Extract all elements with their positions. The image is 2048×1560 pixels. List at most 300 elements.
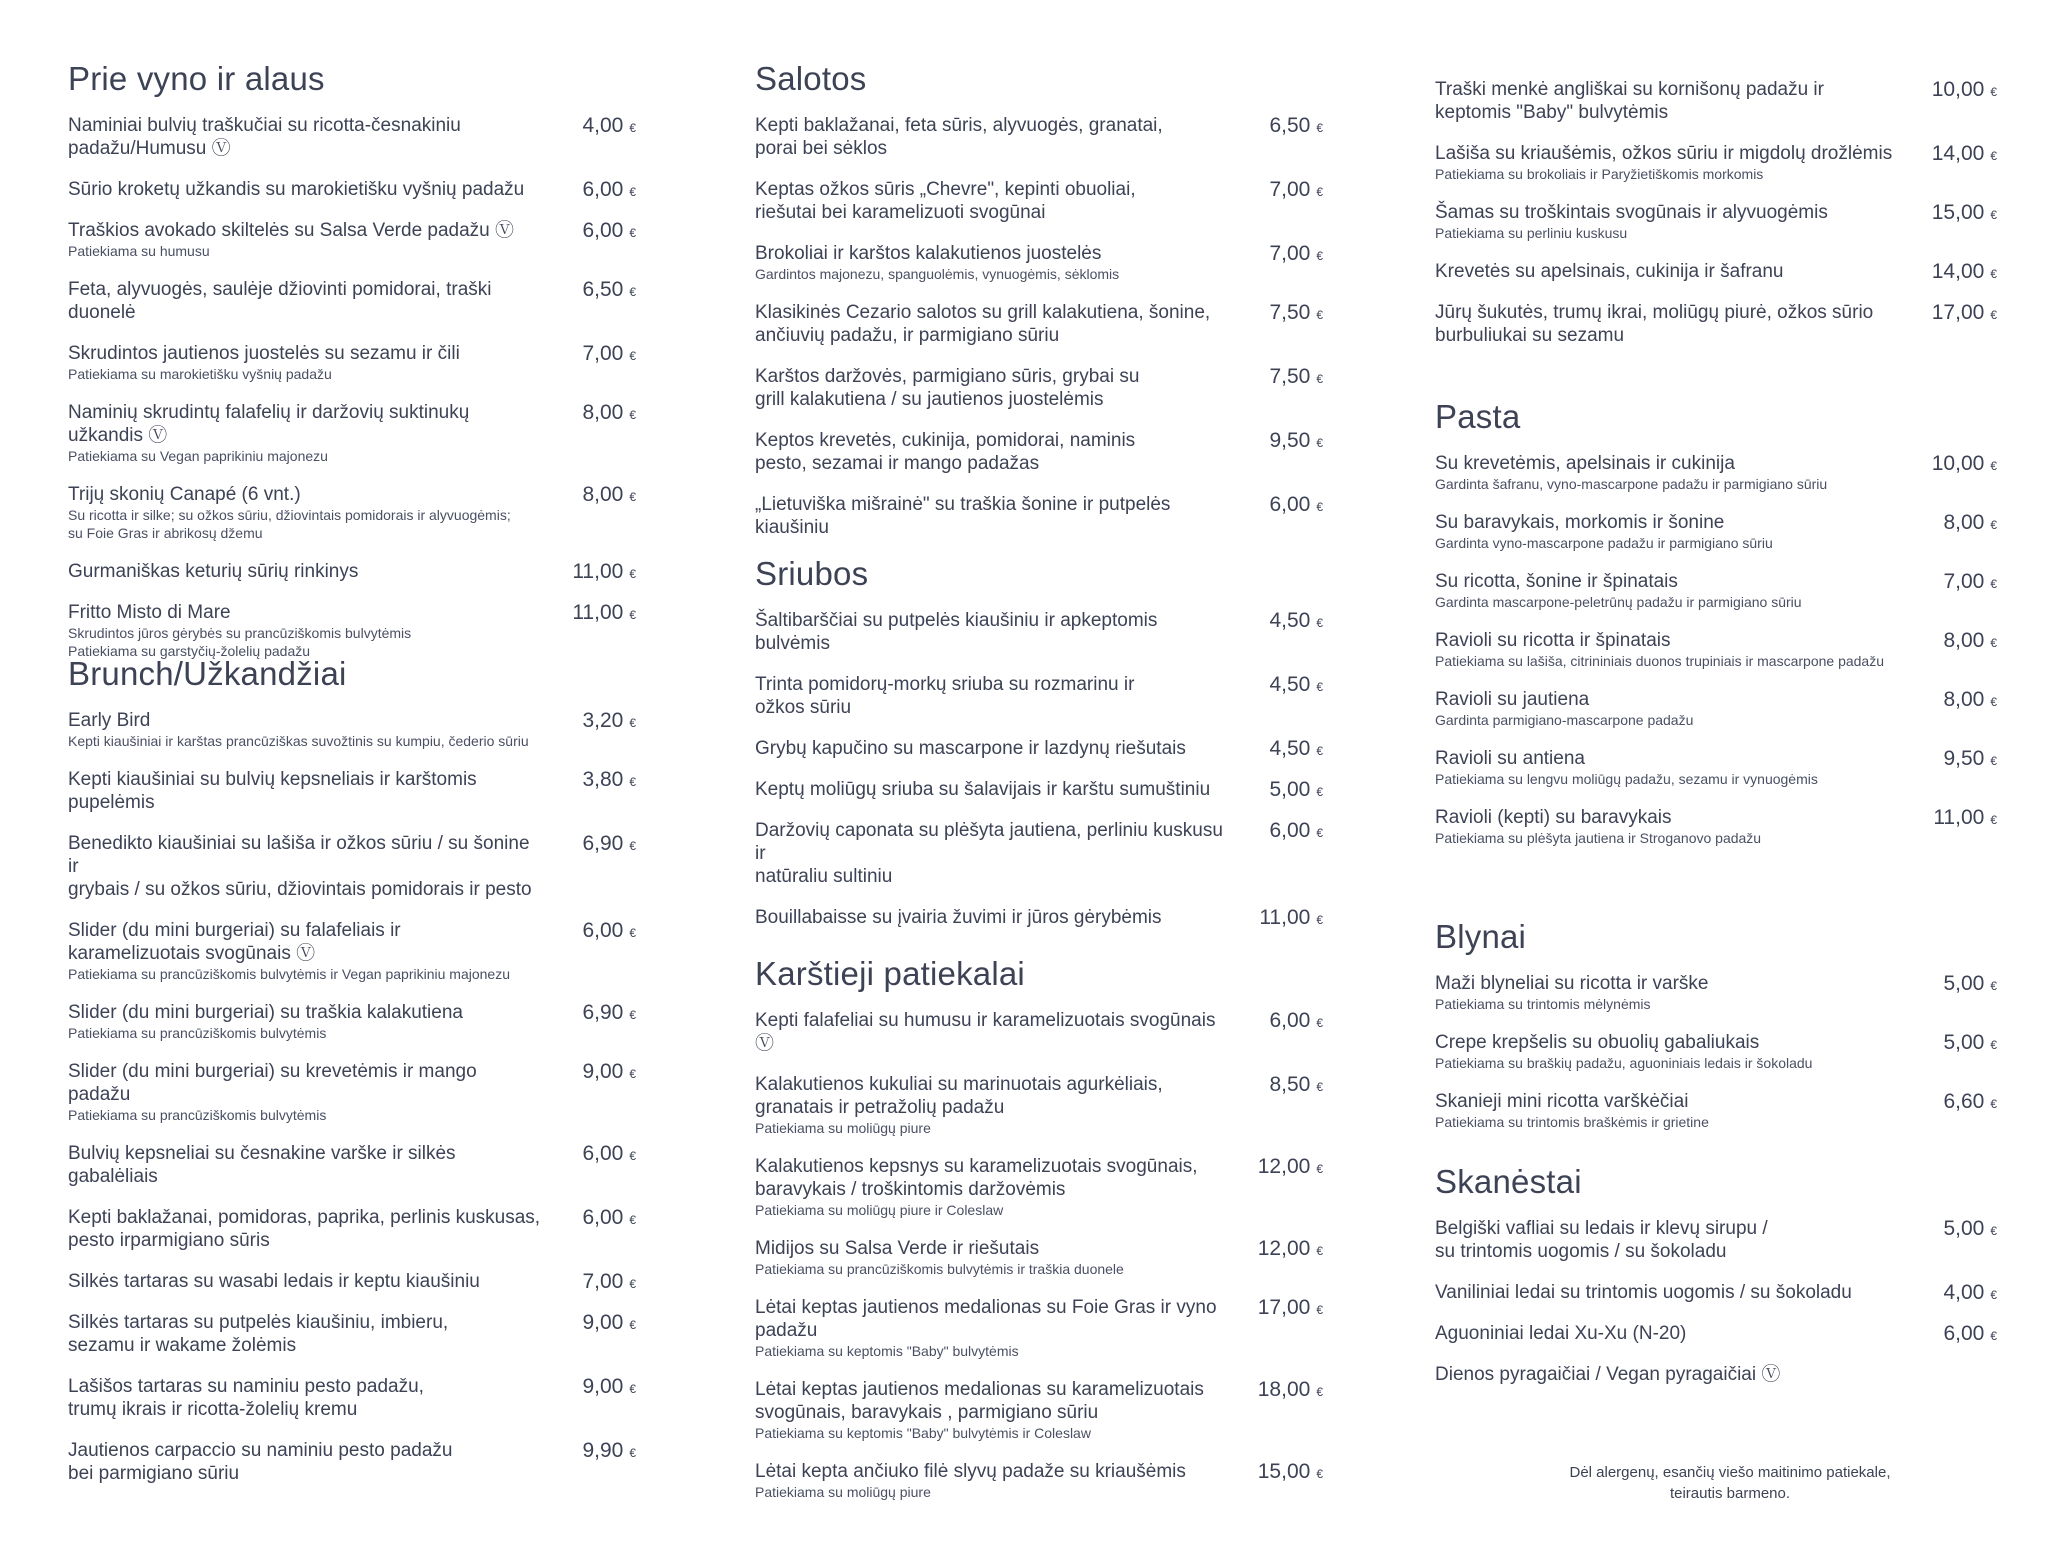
menu-item-name: Lėtai keptas jautienos medalionas su Foie Gras ir vyno padažu [755, 1297, 1217, 1341]
menu-item [755, 673, 1323, 719]
price-value: 8,00 [1943, 511, 1985, 534]
menu-item-name: Naminiai bulvių traškučiai su ricotta-česnakiniu [68, 115, 461, 136]
section-title: Salotos [755, 60, 867, 97]
menu-item-price [1269, 365, 1323, 391]
menu-item-name: Fritto Misto di Mare [68, 602, 231, 623]
price-value: 3,80 [582, 768, 624, 791]
menu-item-price [582, 114, 636, 140]
currency-symbol: € [1990, 695, 1997, 709]
price-value: 6,00 [582, 919, 624, 942]
menu-item-price [572, 560, 636, 586]
menu-item-description: su Foie Gras ir abrikosų džemu [68, 525, 263, 541]
menu-item-name: Bouillabaisse su įvairia žuvimi ir jūros gėrybėmis [755, 907, 1162, 928]
currency-symbol: € [1990, 149, 1997, 163]
menu-item-description: Patiekiama su prancūziškomis bulvytėmis ir traškia duonele [755, 1261, 1124, 1277]
section-prie-vyno-ir-alaus [68, 60, 636, 678]
menu-item-name: Keptos krevetės, cukinija, pomidorai, naminis [755, 430, 1136, 451]
menu-item [1435, 747, 1997, 788]
menu-item [755, 906, 1323, 929]
menu-item-description: Patiekiama su prancūziškomis bulvytėmis ir Vegan paprikiniu majonezu [68, 966, 510, 982]
menu-item [755, 1460, 1323, 1501]
currency-symbol: € [629, 1067, 636, 1081]
price-value: 6,00 [1269, 493, 1311, 516]
allergen-note-line: Dėl alergenų, esančių viešo maitinimo patiekale, [1569, 1464, 1891, 1481]
menu-item [68, 1439, 636, 1485]
menu-item [1435, 972, 1997, 1013]
menu-item [755, 1237, 1323, 1278]
currency-symbol: € [1990, 754, 1997, 768]
price-value: 9,50 [1943, 747, 1985, 770]
menu-item-name: Slider (du mini burgeriai) su krevetėmis ir mango padažu [68, 1061, 477, 1105]
price-value: 9,00 [582, 1060, 624, 1083]
menu-item-name: Kalakutienos kukuliai su marinuotais agurkėliais, [755, 1074, 1163, 1095]
currency-symbol: € [1990, 308, 1997, 322]
menu-item-name: Sūrio kroketų užkandis su marokietišku vyšnių padažu [68, 179, 525, 200]
price-value: 4,50 [1269, 737, 1311, 760]
currency-symbol: € [1316, 185, 1323, 199]
menu-item [68, 1311, 636, 1357]
menu-item-description: Patiekiama su keptomis "Baby" bulvytėmis [755, 1343, 1019, 1359]
menu-item-description: Kepti kiaušiniai ir karštas prancūziškas suvožtinis su kumpiu, čederio sūriu [68, 733, 529, 749]
menu-item-description: Patiekiama su keptomis "Baby" bulvytėmis ir Coleslaw [755, 1425, 1091, 1441]
section-karstieji-patiekalai [755, 955, 1323, 1519]
menu-item [68, 709, 636, 750]
currency-symbol: € [629, 1277, 636, 1291]
menu-item-name: Kepti baklažanai, feta sūris, alyvuogės, granatai, [755, 115, 1163, 136]
currency-symbol: € [629, 1382, 636, 1396]
menu-item-price [1259, 906, 1323, 932]
menu-item-description: Patiekiama su humusu [68, 243, 210, 259]
menu-item [1435, 260, 1997, 283]
menu-item-description: Patiekiama su lašiša, citrininiais duonos trupiniais ir mascarpone padažu [1435, 653, 1885, 669]
menu-item-price [1943, 511, 1997, 537]
price-value: 12,00 [1257, 1237, 1311, 1260]
price-value: 8,00 [582, 483, 624, 506]
price-value: 12,00 [1257, 1155, 1311, 1178]
menu-item-price [1943, 1281, 1997, 1307]
currency-symbol: € [1990, 636, 1997, 650]
menu-item-price [582, 1270, 636, 1296]
menu-item-name: Naminių skrudintų falafelių ir daržovių suktinukų užkandis Ⓥ [68, 402, 470, 446]
price-value: 9,00 [582, 1311, 624, 1334]
section-title: Brunch/Užkandžiai [68, 655, 347, 692]
menu-item-price [1258, 1237, 1323, 1263]
menu-item-description: Patiekiama su Vegan paprikiniu majonezu [68, 448, 328, 464]
currency-symbol: € [629, 408, 636, 422]
menu-item [755, 242, 1323, 283]
section-brunch-uzkandziai [68, 655, 636, 1503]
menu-item [1435, 1322, 1997, 1345]
menu-item-name: Jūrų šukutės, trumų ikrai, moliūgų piurė, ožkos sūrio [1435, 302, 1874, 323]
price-value: 5,00 [1943, 1031, 1985, 1054]
menu-item-price [1943, 688, 1997, 714]
menu-item-price [582, 401, 636, 427]
menu-item-name: Daržovių caponata su plėšyta jautiena, perliniu kuskusu ir [755, 820, 1223, 864]
currency-symbol: € [629, 567, 636, 581]
currency-symbol: € [1316, 1080, 1323, 1094]
price-value: 14,00 [1931, 142, 1985, 165]
price-value: 6,90 [582, 1001, 624, 1024]
price-value: 8,00 [582, 401, 624, 424]
currency-symbol: € [629, 490, 636, 504]
menu-item [68, 768, 636, 814]
menu-item-name: Belgiški vafliai su ledais ir klevų sirupu / [1435, 1218, 1768, 1239]
section-title: Prie vyno ir alaus [68, 60, 325, 97]
menu-item [68, 483, 636, 542]
menu-item-price [582, 1439, 636, 1465]
menu-item-price [1943, 570, 1997, 596]
menu-item-name: Su ricotta, šonine ir špinatais [1435, 571, 1678, 592]
currency-symbol: € [1990, 267, 1997, 281]
menu-item-description: Patiekiama su moliūgų piure [755, 1484, 931, 1500]
price-value: 9,00 [582, 1375, 624, 1398]
menu-item-name: pesto, sezamai ir mango padažas [755, 453, 1040, 474]
menu-item-name: Lašiša su kriaušėmis, ožkos sūriu ir migdolų drožlėmis [1435, 143, 1893, 164]
menu-item-price [1943, 747, 1997, 773]
price-value: 6,50 [582, 278, 624, 301]
menu-item-name: ožkos sūriu [755, 697, 852, 718]
price-value: 4,00 [582, 114, 624, 137]
price-value: 7,00 [582, 1270, 624, 1293]
menu-item-name: Brokoliai ir karštos kalakutienos juostelės [755, 243, 1102, 264]
menu-item-name: Kepti kiaušiniai su bulvių kepsneliais ir karštomis pupelėmis [68, 769, 477, 813]
currency-symbol: € [1316, 1016, 1323, 1030]
menu-item-description: Gardinta mascarpone-peletrūnų padažu ir parmigiano sūriu [1435, 594, 1802, 610]
menu-item-price [582, 278, 636, 304]
menu-item-price [1932, 452, 1997, 478]
price-value: 7,00 [582, 342, 624, 365]
menu-item-name: Midijos su Salsa Verde ir riešutais [755, 1238, 1040, 1259]
menu-item-name: Krevetės su apelsinais, cukinija ir šafranu [1435, 261, 1784, 282]
menu-item-price [1258, 1155, 1323, 1181]
price-value: 4,00 [1943, 1281, 1985, 1304]
currency-symbol: € [629, 1318, 636, 1332]
menu-item [755, 114, 1323, 160]
price-value: 6,00 [1269, 819, 1311, 842]
price-value: 6,00 [582, 219, 624, 242]
menu-item [68, 1060, 636, 1124]
menu-item-name: ančiuvių padažu, ir parmigiano sūriu [755, 325, 1060, 346]
menu-item [755, 819, 1323, 888]
menu-item [68, 219, 636, 260]
menu-item-name: Crepe krepšelis su obuolių gabaliukais [1435, 1032, 1760, 1053]
price-value: 6,00 [582, 1142, 624, 1165]
menu-item-price [1943, 972, 1997, 998]
menu-item-name: su trintomis uogomis / su šokoladu [1435, 1241, 1727, 1262]
currency-symbol: € [1990, 459, 1997, 473]
price-value: 11,00 [572, 601, 624, 624]
section-blynai [1435, 918, 1997, 1149]
menu-item-name: granatais ir petražolių padažu [755, 1097, 1005, 1118]
menu-item-name: Trijų skonių Canapé (6 vnt.) [68, 484, 301, 505]
currency-symbol: € [1990, 518, 1997, 532]
menu-item-price [1269, 301, 1323, 327]
price-value: 15,00 [1931, 201, 1985, 224]
menu-item-description: Patiekiama su trintomis braškėmis ir grietine [1435, 1114, 1709, 1130]
menu-item-price [582, 768, 636, 794]
price-value: 17,00 [1931, 301, 1985, 324]
currency-symbol: € [1316, 826, 1323, 840]
menu-item-name: Ravioli su antiena [1435, 748, 1585, 769]
currency-symbol: € [629, 1008, 636, 1022]
allergen-note [1530, 1462, 1930, 1504]
menu-item-name: Ravioli su jautiena [1435, 689, 1590, 710]
menu-item-price [1269, 114, 1323, 140]
menu-item-name: sezamu ir wakame žolėmis [68, 1335, 297, 1356]
menu-item [68, 114, 636, 160]
price-value: 7,00 [1269, 242, 1311, 265]
menu-item-price [582, 178, 636, 204]
menu-item [755, 1378, 1323, 1442]
menu-item-name: Skanieji mini ricotta varškėčiai [1435, 1091, 1689, 1112]
section-continued-5 [1435, 78, 1997, 365]
price-value: 6,50 [1269, 114, 1311, 137]
menu-item-name: Grybų kapučino su mascarpone ir lazdynų riešutais [755, 738, 1186, 759]
menu-item-description: Patiekiama su lengvu moliūgų padažu, sezamu ir vynuogėmis [1435, 771, 1818, 787]
section-title: Pasta [1435, 398, 1521, 435]
price-value: 4,50 [1269, 673, 1311, 696]
currency-symbol: € [1990, 1329, 1997, 1343]
menu-item [755, 1073, 1323, 1137]
menu-item-price [1943, 1322, 1997, 1348]
menu-item-description: Patiekiama su perliniu kuskusu [1435, 225, 1628, 241]
menu-item-name: „Lietuviška mišrainė" su traškia šonine ir putpelės kiaušiniu [755, 494, 1171, 538]
menu-item [68, 1206, 636, 1252]
menu-item-name: Silkės tartaras su putpelės kiaušiniu, imbieru, [68, 1312, 449, 1333]
section-title: Karštieji patiekalai [755, 955, 1025, 992]
currency-symbol: € [1316, 1244, 1323, 1258]
price-value: 9,90 [582, 1439, 624, 1462]
menu-item-name: padažu/Humusu Ⓥ [68, 138, 231, 159]
menu-item [1435, 301, 1997, 347]
menu-item-name: Maži blyneliai su ricotta ir varške [1435, 973, 1709, 994]
price-value: 6,00 [1943, 1322, 1985, 1345]
menu-item-price [582, 709, 636, 735]
currency-symbol: € [629, 775, 636, 789]
menu-item-name: Ravioli su ricotta ir špinatais [1435, 630, 1671, 651]
currency-symbol: € [1990, 1288, 1997, 1302]
menu-item-name: Vaniliniai ledai su trintomis uogomis / su šokoladu [1435, 1282, 1852, 1303]
menu-item-name: Su baravykais, morkomis ir šonine [1435, 512, 1725, 533]
menu-item-description: Gardintos majonezu, spanguolėmis, vynuogėmis, sėklomis [755, 266, 1120, 282]
price-value: 7,00 [1269, 178, 1311, 201]
menu-item-name: Kepti falafeliai su humusu ir karamelizuotais svogūnais Ⓥ [755, 1010, 1216, 1054]
menu-item-price [1269, 242, 1323, 268]
menu-item-price [1943, 629, 1997, 655]
menu-item [1435, 201, 1997, 242]
menu-item-description: Skrudintos jūros gėrybės su prancūziškomis bulvytėmis [68, 625, 412, 641]
currency-symbol: € [629, 1446, 636, 1460]
currency-symbol: € [629, 839, 636, 853]
menu-item-price [1269, 778, 1323, 804]
menu-item-name: Keptų moliūgų sriuba su šalavijais ir karštu sumuštiniu [755, 779, 1211, 800]
menu-item-price [1269, 737, 1323, 763]
currency-symbol: € [1316, 121, 1323, 135]
menu-item-name: Šamas su troškintais svogūnais ir alyvuogėmis [1435, 202, 1828, 223]
currency-symbol: € [1316, 1162, 1323, 1176]
currency-symbol: € [1316, 616, 1323, 630]
menu-item-name: Trinta pomidorų-morkų sriuba su rozmarinu ir [755, 674, 1135, 695]
currency-symbol: € [629, 285, 636, 299]
menu-item-name: Dienos pyragaičiai / Vegan pyragaičiai Ⓥ [1435, 1364, 1781, 1385]
menu-item-price [1258, 1296, 1323, 1322]
menu-item-price [1269, 429, 1323, 455]
price-value: 10,00 [1931, 452, 1985, 475]
menu-item-name: Slider (du mini burgeriai) su traškia kalakutiena [68, 1002, 463, 1023]
currency-symbol: € [629, 185, 636, 199]
menu-item-name: Šaltibarščiai su putpelės kiaušiniu ir apkeptomis bulvėmis [755, 610, 1158, 654]
price-value: 6,00 [582, 178, 624, 201]
price-value: 6,60 [1943, 1090, 1985, 1113]
menu-item-price [582, 832, 636, 858]
menu-item [755, 301, 1323, 347]
menu-item [1435, 629, 1997, 670]
section-title: Sriubos [755, 555, 869, 592]
price-value: 5,00 [1943, 972, 1985, 995]
currency-symbol: € [1316, 1385, 1323, 1399]
menu-item-price [1943, 1217, 1997, 1243]
menu-item-description: Patiekiama su prancūziškomis bulvytėmis [68, 1107, 327, 1123]
section-title: Blynai [1435, 918, 1527, 955]
currency-symbol: € [1990, 979, 1997, 993]
currency-symbol: € [1316, 744, 1323, 758]
price-value: 9,50 [1269, 429, 1311, 452]
currency-symbol: € [629, 121, 636, 135]
menu-item-name: Kalakutienos kepsnys su karamelizuotais svogūnais, [755, 1156, 1198, 1177]
currency-symbol: € [1990, 1038, 1997, 1052]
price-value: 18,00 [1257, 1378, 1311, 1401]
menu-item [755, 1296, 1323, 1360]
currency-symbol: € [1990, 1224, 1997, 1238]
menu-item-price [1932, 260, 1997, 286]
menu-item [755, 1155, 1323, 1219]
menu-item-name: grill kalakutiena / su jautienos juostelėmis [755, 389, 1104, 410]
menu-item-price [1932, 201, 1997, 227]
menu-item [68, 919, 636, 983]
menu-item-name: natūraliu sultiniu [755, 866, 893, 887]
menu-item-name: Lėtai kepta ančiuko filė slyvų padaže su kriaušėmis [755, 1461, 1186, 1482]
section-sriubos [755, 555, 1323, 947]
menu-item-price [582, 1142, 636, 1168]
currency-symbol: € [1316, 372, 1323, 386]
menu-item-description: Patiekiama su moliūgų piure [755, 1120, 931, 1136]
price-value: 17,00 [1257, 1296, 1311, 1319]
menu-item [1435, 1217, 1997, 1263]
menu-item-name: Aguoniniai ledai Xu-Xu (N-20) [1435, 1323, 1687, 1344]
price-value: 15,00 [1257, 1460, 1311, 1483]
menu-item-name: pesto irparmigiano sūris [68, 1230, 270, 1251]
menu-item-description: Gardinta šafranu, vyno-mascarpone padažu ir parmigiano sūriu [1435, 476, 1828, 492]
menu-item-price [1269, 1009, 1323, 1035]
menu-item [68, 601, 636, 660]
currency-symbol: € [1990, 1097, 1997, 1111]
menu-item [68, 560, 636, 583]
price-value: 11,00 [572, 560, 624, 583]
menu-item [68, 1001, 636, 1042]
price-value: 4,50 [1269, 609, 1311, 632]
currency-symbol: € [629, 226, 636, 240]
menu-item-description: Patiekiama su moliūgų piure ir Coleslaw [755, 1202, 1004, 1218]
menu-item-price [1943, 1090, 1997, 1116]
menu-item-price [582, 483, 636, 509]
menu-item [1435, 452, 1997, 493]
menu-item [755, 365, 1323, 411]
menu-item-name: Ravioli (kepti) su baravykais [1435, 807, 1672, 828]
currency-symbol: € [1316, 1303, 1323, 1317]
menu-item-description: Patiekiama su marokietišku vyšnių padažu [68, 366, 332, 382]
price-value: 14,00 [1931, 260, 1985, 283]
menu-item-name: Lėtai keptas jautienos medalionas su karamelizuotais [755, 1379, 1204, 1400]
price-value: 6,00 [582, 1206, 624, 1229]
menu-item-price [1933, 806, 1997, 832]
currency-symbol: € [1990, 208, 1997, 222]
currency-symbol: € [1990, 577, 1997, 591]
menu-item [68, 178, 636, 201]
menu-item-price [1269, 609, 1323, 635]
menu-item [68, 342, 636, 383]
menu-item-name: burbuliukai su sezamu [1435, 325, 1625, 346]
menu-item-name: karamelizuotais svogūnais Ⓥ [68, 943, 316, 964]
menu-item-name: Karštos daržovės, parmigiano sūris, grybai su [755, 366, 1140, 387]
menu-item [755, 609, 1323, 655]
menu-item-price [1269, 178, 1323, 204]
menu-item [68, 1270, 636, 1293]
menu-item [1435, 1090, 1997, 1131]
menu-item-price [582, 219, 636, 245]
currency-symbol: € [1990, 813, 1997, 827]
currency-symbol: € [1990, 85, 1997, 99]
menu-item-name: Early Bird [68, 710, 151, 731]
price-value: 8,00 [1943, 688, 1985, 711]
price-value: 11,00 [1933, 806, 1985, 829]
menu-item-name: Silkės tartaras su wasabi ledais ir keptu kiaušiniu [68, 1271, 480, 1292]
menu-item-price [582, 1001, 636, 1027]
menu-item-price [1269, 1073, 1323, 1099]
menu-item [68, 832, 636, 901]
menu-item-description: Patiekiama su braškių padažu, aguoniniais ledais ir šokoladu [1435, 1055, 1813, 1071]
menu-item-name: trumų ikrais ir ricotta-žolelių kremu [68, 1399, 358, 1420]
menu-item-price [1258, 1460, 1323, 1486]
currency-symbol: € [1316, 308, 1323, 322]
section-pasta [1435, 398, 1997, 865]
price-value: 6,00 [1269, 1009, 1311, 1032]
menu-item-description: Patiekiama su garstyčių-žolelių padažu [68, 643, 311, 659]
menu-item-price [1932, 78, 1997, 104]
menu-item-name: Feta, alyvuogės, saulėje džiovinti pomidorai, traški duonelė [68, 279, 492, 323]
currency-symbol: € [1316, 249, 1323, 263]
price-value: 7,50 [1269, 301, 1311, 324]
price-value: 11,00 [1259, 906, 1311, 929]
menu-item [755, 493, 1323, 539]
menu-item-name: Lašišos tartaras su naminiu pesto padažu, [68, 1376, 424, 1397]
menu-item-name: Keptas ožkos sūris „Chevre", kepinti obuoliai, [755, 179, 1136, 200]
currency-symbol: € [1316, 1467, 1323, 1481]
price-value: 8,50 [1269, 1073, 1311, 1096]
menu-item-price [1932, 301, 1997, 327]
price-value: 5,00 [1269, 778, 1311, 801]
menu-item-description: Patiekiama su brokoliais ir Paryžietiškomis morkomis [1435, 166, 1764, 182]
menu-item [1435, 806, 1997, 847]
menu-item [68, 1142, 636, 1188]
menu-item [68, 278, 636, 324]
currency-symbol: € [629, 716, 636, 730]
currency-symbol: € [629, 349, 636, 363]
menu-item-name: Jautienos carpaccio su naminiu pesto padažu [68, 1440, 453, 1461]
menu-item-name: svogūnais, baravykais , parmigiano sūriu [755, 1402, 1099, 1423]
menu-item-name: Kepti baklažanai, pomidoras, paprika, perlinis kuskusas, [68, 1207, 541, 1228]
price-value: 10,00 [1931, 78, 1985, 101]
menu-item [1435, 688, 1997, 729]
